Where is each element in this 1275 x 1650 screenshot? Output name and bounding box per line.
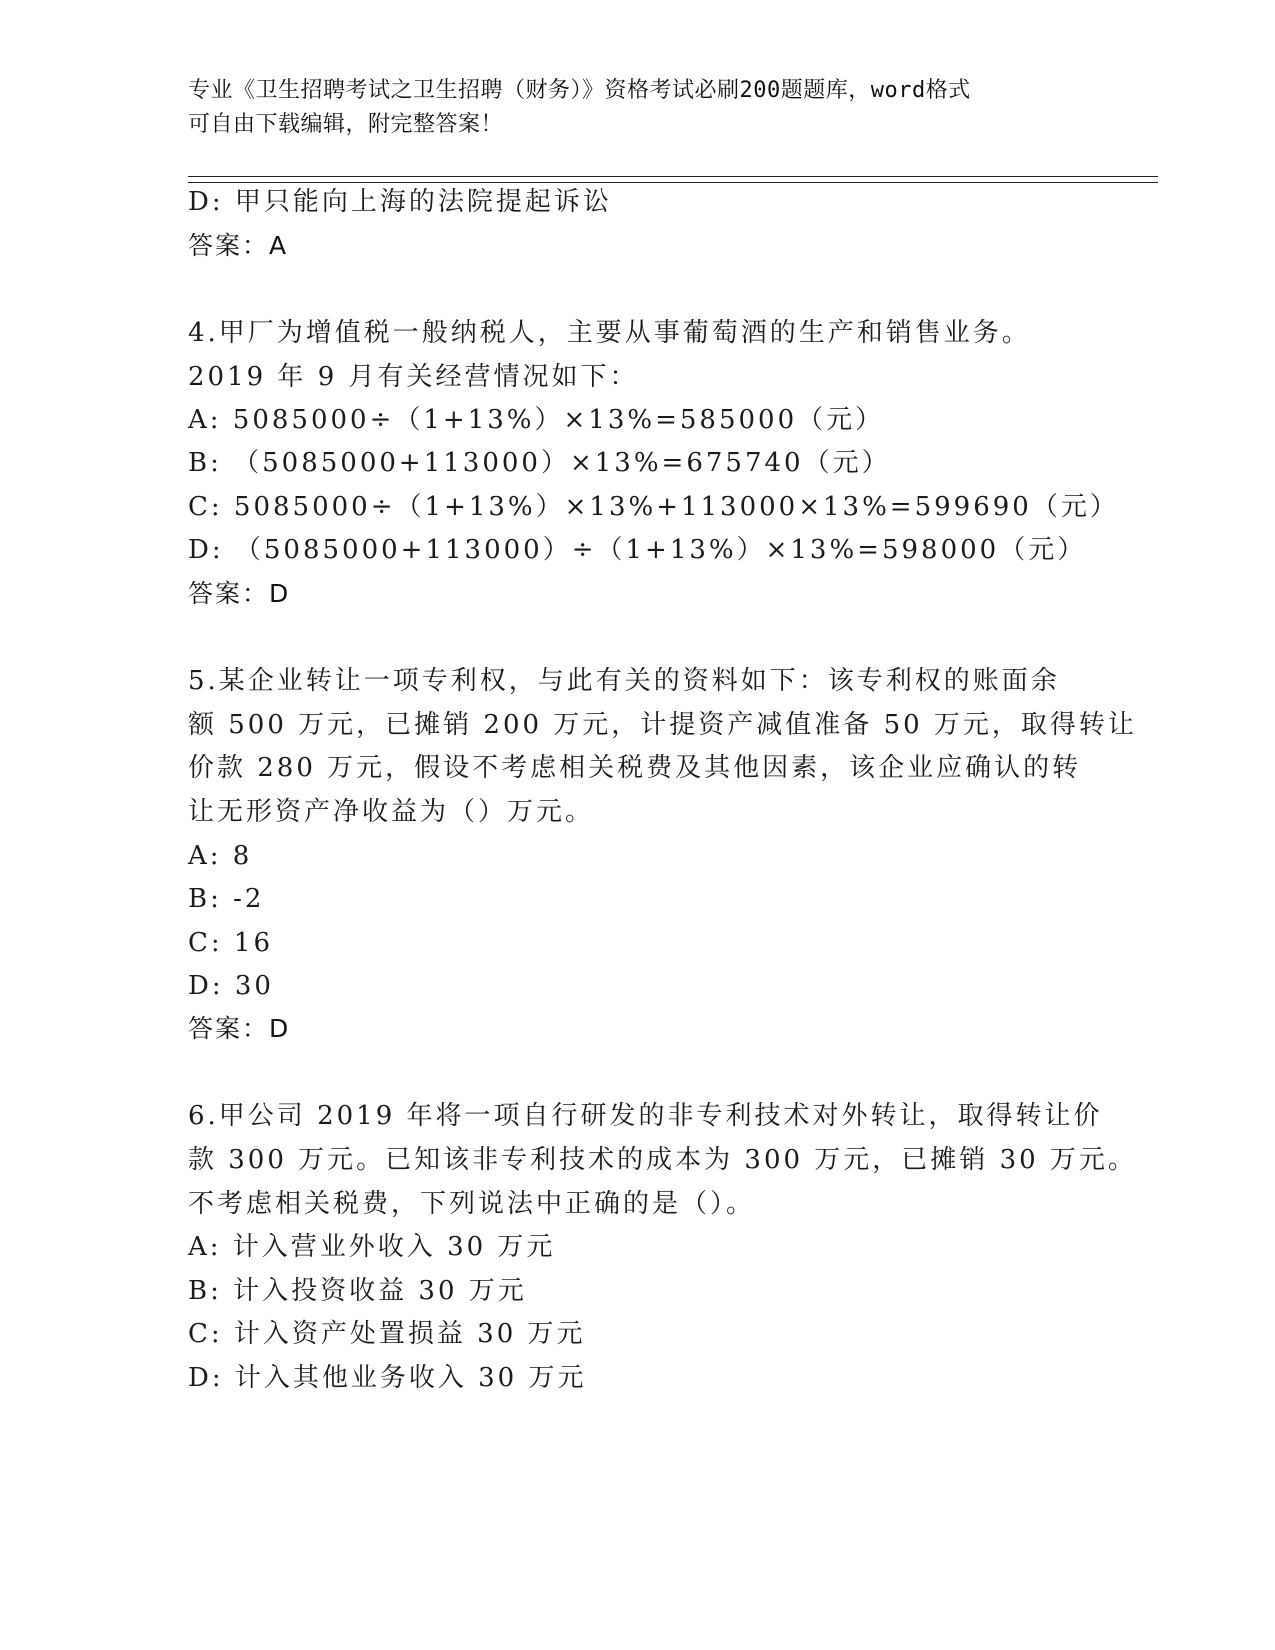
q6-option-d: D: 计入其他业务收入 30 万元 — [188, 1363, 587, 1393]
page-header — [188, 74, 1068, 142]
q4-option-a: A: 5085000÷（1+13%）×13%=585000（元） — [188, 405, 885, 435]
q5-option-c: C: 16 — [188, 928, 274, 958]
q6-option-c: C: 计入资产处置损益 30 万元 — [188, 1319, 586, 1349]
q5-stem-line-2: 额 500 万元，已摊销 200 万元，计提资产减值准备 50 万元，取得转让 — [188, 710, 1137, 740]
q3-answer: 答案：A — [188, 231, 289, 260]
q3-option-d: D: 甲只能向上海的法院提起诉讼 — [188, 187, 612, 217]
q5-option-a: A: 8 — [188, 841, 253, 871]
q5-stem-line-3: 价款 280 万元，假设不考虑相关税费及其他因素，该企业应确认的转 — [188, 753, 1082, 783]
q5-option-b: B: -2 — [188, 884, 265, 914]
header-title-line-2: 可自由下载编辑，附完整答案！ — [188, 112, 504, 137]
q5-stem-line-1: 5.某企业转让一项专利权，与此有关的资料如下：该专利权的账面余 — [188, 666, 1060, 696]
q4-stem-line-1: 4.甲厂为增值税一般纳税人，主要从事葡萄酒的生产和销售业务。 — [188, 318, 1031, 348]
q5-stem-line-4: 让无形资产净收益为（）万元。 — [188, 797, 595, 827]
header-divider-bottom — [188, 182, 1158, 183]
q4-option-c: C: 5085000÷（1+13%）×13%+113000×13%=599690（元） — [188, 492, 1119, 522]
header-title-line-1: 专业《卫生招聘考试之卫生招聘（财务）》资格考试必刷200题题库，word格式 — [188, 78, 971, 103]
q6-option-a: A: 计入营业外收入 30 万元 — [188, 1232, 556, 1262]
q6-stem-line-2: 款 300 万元。已知该非专利技术的成本为 300 万元，已摊销 30 万元。 — [188, 1145, 1137, 1175]
q4-option-b: B: （5085000+113000）×13%=675740（元） — [188, 448, 891, 478]
q4-option-d: D: （5085000+113000）÷（1+13%）×13%=598000（元） — [188, 535, 1087, 565]
q6-option-b: B: 计入投资收益 30 万元 — [188, 1276, 527, 1306]
q6-stem-line-1: 6.甲公司 2019 年将一项自行研发的非专利技术对外转让，取得转让价 — [188, 1101, 1103, 1131]
q5-option-d: D: 30 — [188, 971, 274, 1001]
q5-answer: 答案：D — [188, 1014, 291, 1043]
q4-stem-line-2: 2019 年 9 月有关经营情况如下： — [188, 362, 639, 392]
q4-answer: 答案：D — [188, 579, 291, 608]
header-divider-top — [188, 176, 1158, 177]
q6-stem-line-3: 不考虑相关税费，下列说法中正确的是（）。 — [188, 1189, 756, 1219]
